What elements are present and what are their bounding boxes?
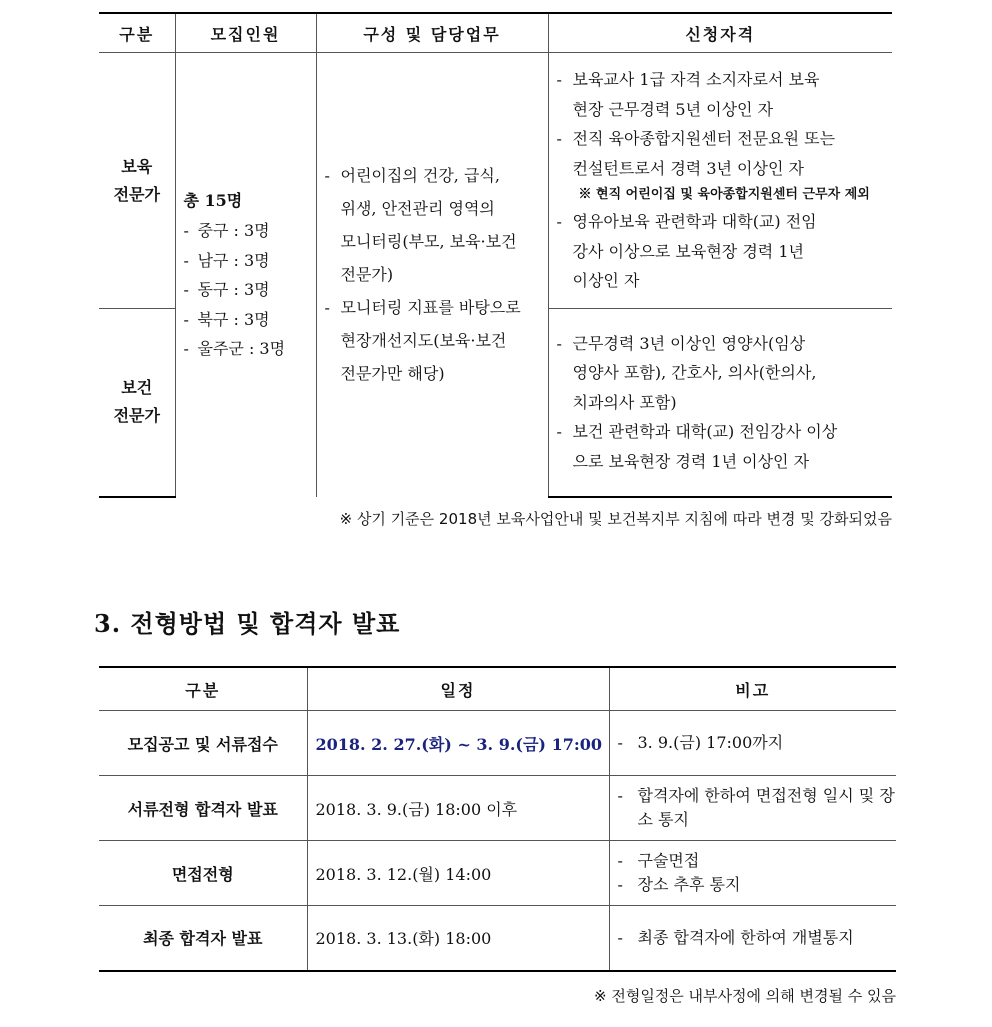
schedule-label: 최종 합격자 발표 (99, 906, 307, 971)
qual-item: - 전직 육아종합지원센터 전문요원 또는 컨설턴트로서 경력 3년 이상인 자 (549, 124, 893, 183)
table-row (99, 711, 896, 776)
qual-note: ※ 현직 어린이집 및 육아종합지원센터 근무자 제외 (578, 187, 870, 203)
header-schedule: 일정 (307, 667, 609, 711)
recruit-item: 중구 : 3명 (197, 221, 270, 240)
schedule-caption: ※ 전형일정은 내부사정에 의해 변경될 수 있음 (594, 987, 896, 1005)
duty-line: 모니터링 지표를 바탕으로 (340, 298, 521, 318)
duty-line: 전문가) (340, 265, 394, 285)
recruit-item: 동구 : 3명 (197, 280, 270, 299)
schedule-label: 모집공고 및 서류접수 (99, 711, 307, 776)
schedule-remarks (609, 906, 896, 971)
qual-line: 컨설턴트로서 경력 3년 이상인 자 (572, 158, 804, 178)
header-category: 구분 (99, 667, 307, 711)
qual-line: 강사 이상으로 보육현장 경력 1년 (572, 241, 804, 261)
schedule-label: 서류전형 합격자 발표 (99, 776, 307, 841)
remark-item: - 장소 추후 통지 (617, 875, 741, 894)
table-row (99, 776, 896, 841)
header-remarks: 비고 (609, 667, 896, 711)
remark-text: 3. 9.(금) 17:00까지 (637, 733, 784, 752)
qual-line: 보육교사 1급 자격 소지자로서 보육 (572, 70, 820, 90)
staff-table (99, 12, 892, 498)
remark-item: - 구술면접 (617, 851, 700, 870)
schedule-remarks (609, 776, 896, 841)
qual-line: 영양사 포함), 간호사, 의사(한의사, (572, 363, 817, 382)
table1-caption: ※ 상기 기준은 2018년 보육사업안내 및 보건복지부 지침에 따라 변경 및 강화되었음 (339, 510, 892, 528)
label-line: 전문가 (113, 406, 160, 426)
qual-line: 이상인 자 (572, 271, 640, 291)
qual-line: 으로 보육현장 경력 1년 이상인 자 (572, 451, 810, 471)
list-item: - 남구 : 3명 (183, 250, 270, 270)
list-item: - 중구 : 3명 (183, 221, 270, 240)
qual-item: - 영유아보육 관련학과 대학(교) 전임 강사 이상으로 보육현장 경력 1년 이상인 자 (549, 207, 893, 296)
recruit-item: 울주군 : 3명 (197, 339, 286, 358)
qual-health-cell (548, 309, 892, 497)
qual-childcare-cell (548, 53, 892, 309)
table-row (99, 53, 892, 309)
remark-text: 구술면접 (637, 851, 700, 870)
label-line: 보건 (121, 378, 153, 398)
remark-item: - 최종 합격자에 한하여 개별통지 (617, 927, 854, 947)
duty-line: 현장개선지도(보육·보건 (340, 331, 507, 351)
label-line: 전문가 (113, 184, 160, 204)
recruit-cell (175, 53, 316, 497)
remark-text: 합격자에 한하여 면접전형 일시 및 장소 통지 (637, 786, 895, 829)
qual-item: - 보육교사 1급 자격 소지자로서 보육 현장 근무경력 5년 이상인 자 (549, 65, 893, 124)
qual-line: 영유아보육 관련학과 대학(교) 전임 (572, 212, 817, 232)
schedule-table (99, 666, 896, 972)
duty-line: 모니터링(부모, 보육·보건 (340, 232, 517, 252)
schedule-date: 2018. 2. 27.(화) ~ 3. 9.(금) 17:00 (307, 711, 609, 776)
qual-item: - 근무경력 3년 이상인 영양사(임상 영양사 포함), 간호사, 의사(한의사, 치과의사 포함) (549, 329, 893, 418)
qual-line: 근무경력 3년 이상인 영양사(임상 (572, 333, 806, 353)
row-label-childcare (99, 53, 175, 309)
remark-item: - 합격자에 한하여 면접전형 일시 및 장소 통지 (617, 786, 895, 829)
duty-line: 위생, 안전관리 영역의 (340, 199, 495, 219)
duties-cell (316, 53, 548, 497)
list-item: - 북구 : 3명 (183, 309, 270, 329)
duty-item: - 어린이집의 건강, 급식, 위생, 안전관리 영역의 모니터링(부모, 보육·보건 전문가) (317, 159, 548, 291)
header-recruit: 모집인원 (175, 13, 316, 53)
list-item: - 동구 : 3명 (183, 280, 270, 299)
section3-title: 3. 전형방법 및 합격자 발표 (94, 609, 401, 638)
recruit-total: 총 15명 (183, 191, 243, 210)
duty-line: 어린이집의 건강, 급식, (340, 166, 500, 186)
qual-line: 현장 근무경력 5년 이상인 자 (572, 99, 774, 119)
row-label-health (99, 309, 175, 497)
header-duties: 구성 및 담당업무 (316, 13, 548, 53)
schedule-remarks (609, 841, 896, 906)
schedule-date: 2018. 3. 12.(월) 14:00 (307, 841, 609, 906)
qual-line: 보건 관련학과 대학(교) 전임강사 이상 (572, 422, 838, 441)
remark-text: 장소 추후 통지 (637, 875, 741, 894)
qual-item: - 보건 관련학과 대학(교) 전임강사 이상 으로 보육현장 경력 1년 이상인 자 (549, 417, 893, 476)
duty-item: - 모니터링 지표를 바탕으로 현장개선지도(보육·보건 전문가만 해당) (317, 291, 548, 390)
schedule-label: 면접전형 (99, 841, 307, 906)
remark-text: 최종 합격자에 한하여 개별통지 (637, 927, 854, 947)
recruit-item: 북구 : 3명 (197, 309, 270, 329)
duty-line: 전문가만 해당) (340, 364, 445, 384)
remark-item: - 3. 9.(금) 17:00까지 (617, 733, 784, 752)
qual-line: 전직 육아종합지원센터 전문요원 또는 (572, 129, 836, 149)
header-category: 구분 (99, 13, 175, 53)
qual-line: 치과의사 포함) (572, 392, 677, 412)
table-header-row (99, 667, 896, 711)
table-row (99, 906, 896, 971)
schedule-date: 2018. 3. 13.(화) 18:00 (307, 906, 609, 971)
table-row (99, 841, 896, 906)
label-line: 보육 (121, 156, 153, 176)
table-header-row (99, 13, 892, 53)
list-item: - 울주군 : 3명 (183, 339, 286, 358)
recruit-item: 남구 : 3명 (197, 250, 270, 270)
header-qualification: 신청자격 (548, 13, 892, 53)
schedule-date: 2018. 3. 9.(금) 18:00 이후 (307, 776, 609, 841)
schedule-remarks (609, 711, 896, 776)
